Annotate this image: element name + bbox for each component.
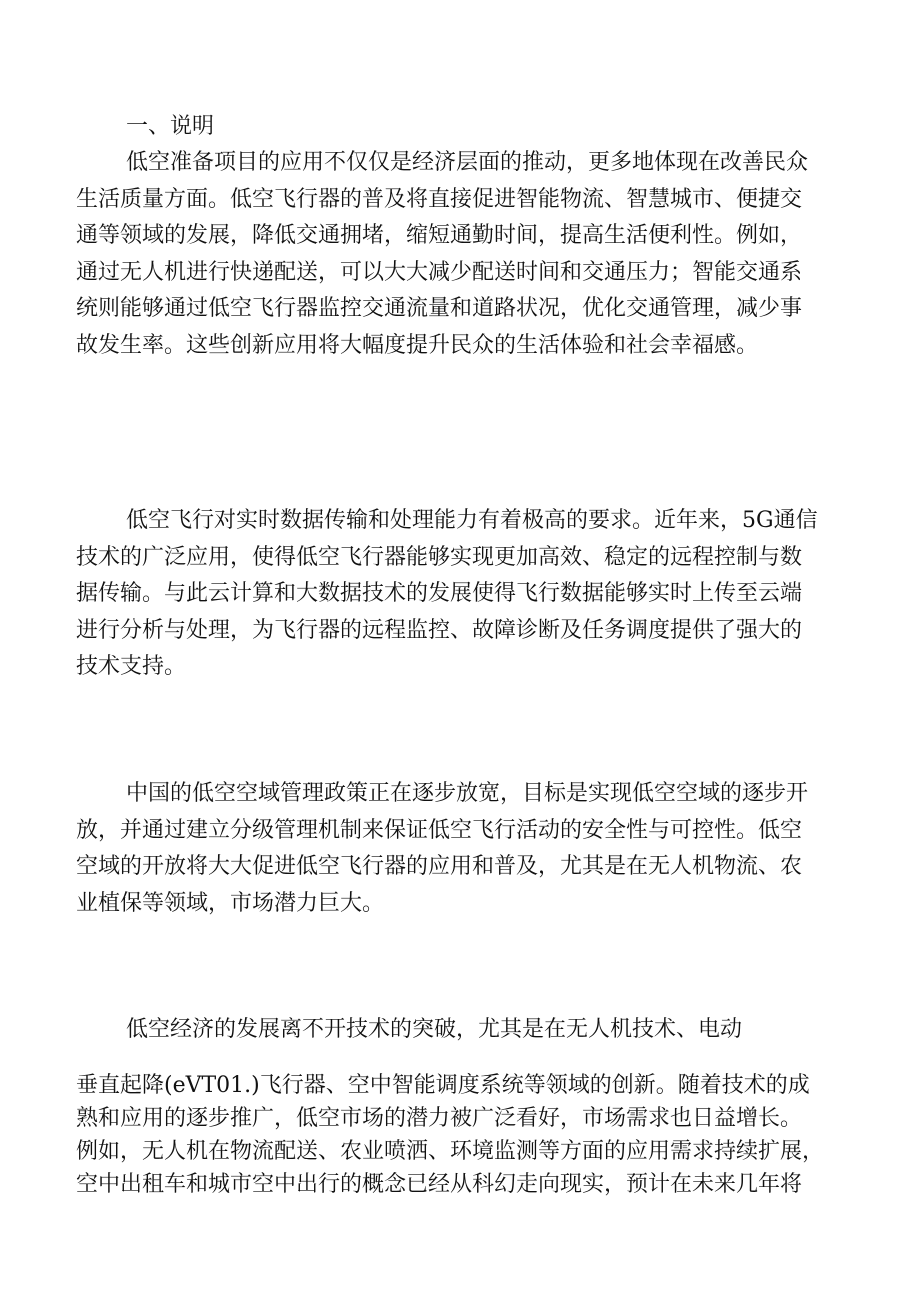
paragraph-line: 生活质量方面。低空飞行器的普及将直接促进智能物流、智慧城市、便捷交	[76, 186, 803, 212]
paragraph-line: 中国的低空空域管理政策正在逐步放宽，目标是实现低空空域的逐步开	[126, 781, 809, 806]
paragraph-line: 空域的开放将大大促进低空飞行器的应用和普及，尤其是在无人机物流、农	[76, 854, 803, 879]
paragraph-line: 统则能够通过低空飞行器监控交通流量和道路状况，优化交通管理，减少事	[76, 296, 803, 321]
paragraph-line: 技术支持。	[76, 654, 187, 679]
paragraph-market-outlook	[76, 1069, 848, 1201]
section-heading: 一、说明	[126, 114, 215, 139]
paragraph-line: 通等领域的发展，降低交通拥堵，缩短通勤时间，提高生活便利性。例如，	[76, 223, 803, 248]
paragraph-public-benefits	[76, 145, 848, 364]
paragraph-line: 通过无人机进行快递配送，可以大大减少配送时间和交通压力；智能交通系	[76, 259, 803, 285]
paragraph-line: 进行分析与处理，为飞行器的远程监控、故障诊断及任务调度提供了强大的	[76, 617, 803, 643]
paragraph-line: 低空准备项目的应用不仅仅是经济层面的推动，更多地体现在改善民众	[126, 150, 809, 175]
paragraph-line: 放，并通过建立分级管理机制来保证低空飞行活动的安全性与可控性。低空	[76, 817, 803, 843]
paragraph-technology-intro	[76, 1012, 848, 1049]
paragraph-line: 据传输。与此云计算和大数据技术的发展使得飞行数据能够实时上传至云端	[76, 581, 803, 606]
paragraph-line: 业植保等领域，市场潜力巨大。	[76, 890, 385, 916]
paragraph-airspace-policy	[76, 776, 848, 922]
paragraph-data-transmission	[76, 503, 848, 686]
paragraph-line: 垂直起降(eVT01.)飞行器、空中智能调度系统等领域的创新。随着技术的成	[76, 1073, 810, 1098]
paragraph-line: 低空飞行对实时数据传输和处理能力有着极高的要求。近年来，5G通信	[126, 508, 818, 533]
paragraph-line: 低空经济的发展离不开技术的突破，尤其是在无人机技术、电动	[126, 1017, 743, 1042]
paragraph-line: 故发生率。这些创新应用将大幅度提升民众的生活体验和社会幸福感。	[76, 332, 759, 358]
paragraph-line: 技术的广泛应用，使得低空飞行器能够实现更加高效、稳定的远程控制与数	[76, 544, 803, 570]
paragraph-line: 例如，无人机在物流配送、农业喷洒、环境监测等方面的应用需求持续扩展，	[76, 1139, 825, 1164]
paragraph-line: 熟和应用的逐步推广，低空市场的潜力被广泛看好，市场需求也日益增长。	[76, 1106, 803, 1131]
paragraph-line: 空中出租车和城市空中出行的概念已经从科幻走向现实，预计在未来几年将	[76, 1172, 803, 1197]
